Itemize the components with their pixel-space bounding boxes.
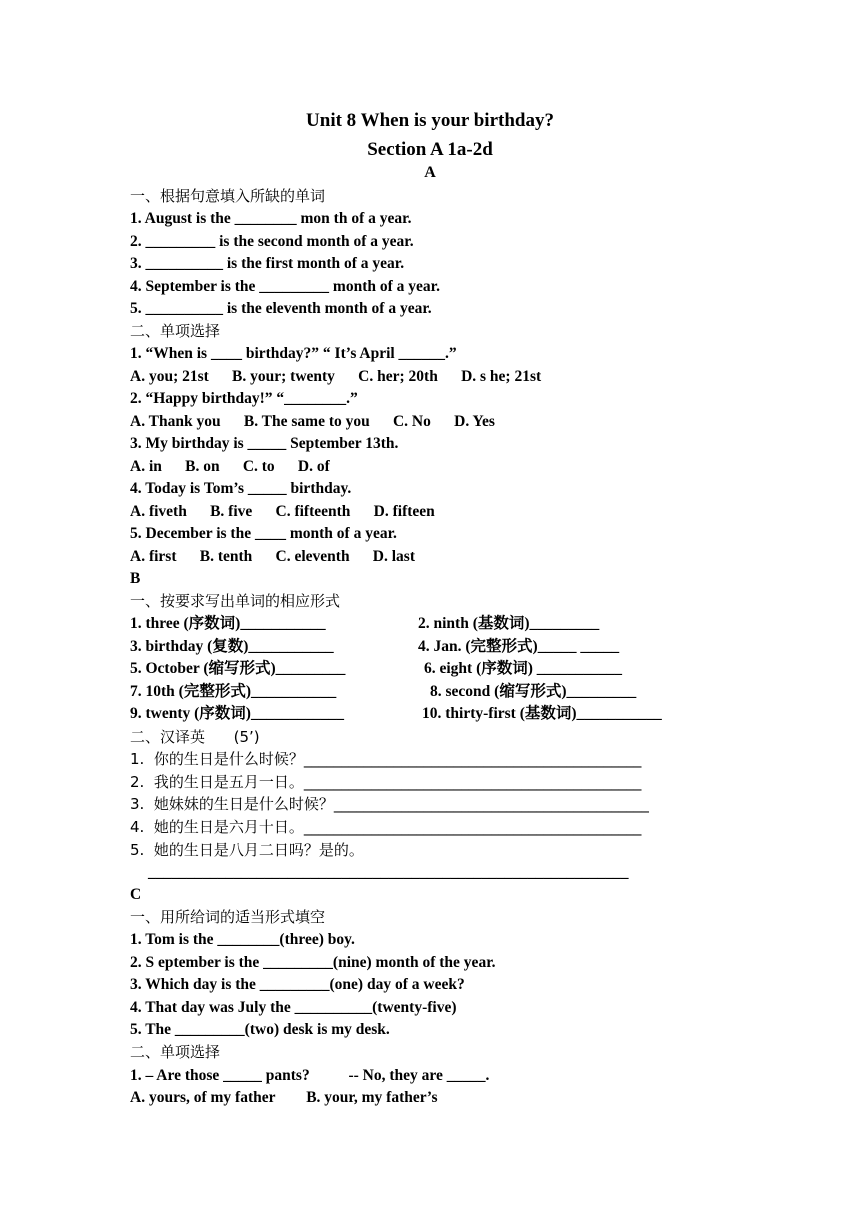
section-b-heading-1: 一、按要求写出单词的相应形式: [130, 592, 341, 610]
mc-options: A. yours, of my father B. your, my father’s: [130, 1089, 438, 1106]
mc-question: 2. “Happy birthday!” “________.”: [130, 390, 358, 407]
fill-item: 5. __________ is the eleventh month of a year.: [130, 300, 432, 317]
answer-blank-line: ______________________________________________________________: [148, 864, 629, 881]
fill-item: 3. Which day is the _________(one) day of a week?: [130, 976, 465, 993]
word-form-item: 2. ninth (基数词)_________: [418, 615, 600, 632]
translation-item: 3. 她妹妹的生日是什么时候？__________________________________________: [130, 795, 649, 813]
fill-item: 5. The _________(two) desk is my desk.: [130, 1021, 390, 1038]
word-form-item: 5. October (缩写形式)_________: [130, 660, 346, 677]
fill-item: 3. __________ is the first month of a year.: [130, 255, 405, 272]
section-a-heading-2: 二、单项选择: [130, 322, 221, 340]
mc-options: A. fiveth B. five C. fifteenth D. fifteen: [130, 503, 435, 520]
translation-item: 5. 她的生日是八月二日吗？是的。: [130, 841, 364, 859]
fill-item: 4. That day was July the __________(twenty-five): [130, 999, 457, 1016]
mc-options: A. you; 21st B. your; twenty C. her; 20th D. s he; 21st: [130, 368, 542, 385]
word-form-item: 6. eight (序数词) ___________: [424, 660, 623, 677]
fill-item: 1. Tom is the ________(three) boy.: [130, 931, 355, 948]
word-form-item: 1. three (序数词)___________: [130, 615, 326, 632]
translation-item: 4. 她的生日是六月十日。_____________________________________________: [130, 818, 642, 836]
translation-item: 1. 你的生日是什么时候？_____________________________________________: [130, 750, 642, 768]
section-a-heading-1: 一、根据句意填入所缺的单词: [130, 187, 326, 205]
fill-item: 4. September is the _________ month of a year.: [130, 278, 440, 295]
section-c-heading-2: 二、单项选择: [130, 1043, 221, 1061]
word-form-item: 8. second (缩写形式)_________: [430, 683, 637, 700]
word-form-item: 10. thirty-first (基数词)___________: [422, 705, 662, 722]
section-c-heading-1: 一、用所给词的适当形式填空: [130, 908, 326, 926]
section-b-heading-2: 二、汉译英 (5’): [130, 728, 260, 746]
fill-item: 2. S eptember is the _________(nine) month of the year.: [130, 954, 496, 971]
page-subtitle: Section A 1a-2d: [367, 139, 493, 160]
mc-options: A. first B. tenth C. eleventh D. last: [130, 548, 416, 565]
translation-item: 2. 我的生日是五月一日。_____________________________________________: [130, 773, 642, 791]
part-b-label: B: [130, 570, 141, 587]
mc-question: 1. “When is ____ birthday?” “ It’s April ______.”: [130, 345, 457, 362]
fill-item: 1. August is the ________ mon th of a year.: [130, 210, 412, 227]
mc-options: A. in B. on C. to D. of: [130, 458, 330, 475]
mc-question: 1. – Are those _____ pants? -- No, they are _____.: [130, 1067, 490, 1084]
mc-question: 3. My birthday is _____ September 13th.: [130, 435, 399, 452]
fill-item: 2. _________ is the second month of a year.: [130, 233, 414, 250]
word-form-item: 4. Jan. (完整形式)_____ _____: [418, 638, 620, 655]
word-form-item: 7. 10th (完整形式)___________: [130, 683, 337, 700]
part-a-label: A: [424, 164, 436, 181]
mc-options: A. Thank you B. The same to you C. No D. Yes: [130, 413, 495, 430]
word-form-item: 9. twenty (序数词)____________: [130, 705, 344, 722]
part-c-label: C: [130, 886, 142, 903]
mc-question: 4. Today is Tom’s _____ birthday.: [130, 480, 352, 497]
mc-question: 5. December is the ____ month of a year.: [130, 525, 397, 542]
word-form-item: 3. birthday (复数)___________: [130, 638, 334, 655]
page-title: Unit 8 When is your birthday?: [306, 110, 554, 131]
